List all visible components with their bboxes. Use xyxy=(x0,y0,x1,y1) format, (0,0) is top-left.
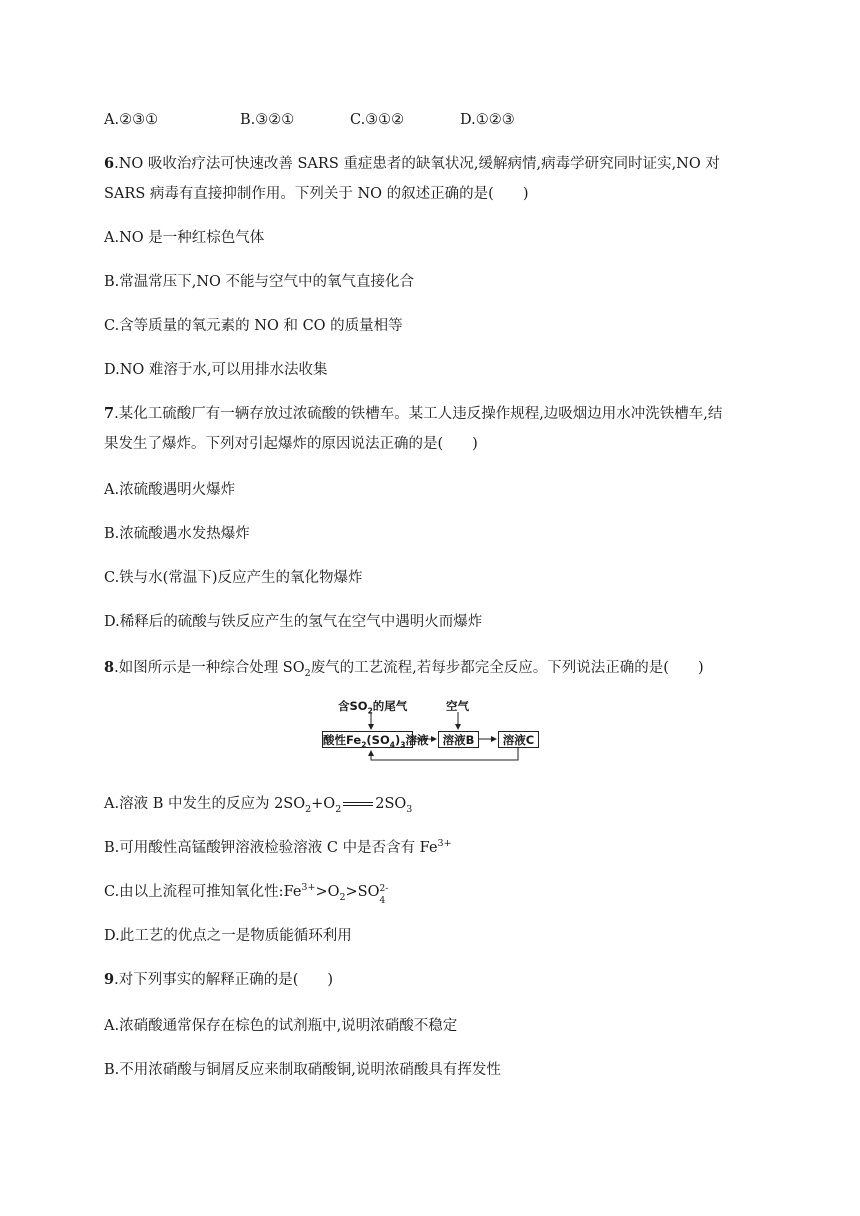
box-fe2so43-solution xyxy=(322,731,429,750)
q6-option-a: A.NO 是一种红棕色气体 xyxy=(104,230,265,246)
q9-stem xyxy=(104,970,333,990)
q7-option-d: D.稀释后的硫酸与铁反应产生的氢气在空气中遇明火而爆炸 xyxy=(104,614,483,630)
q8-number: 8 xyxy=(104,659,115,676)
q8-stem-sub: 2 xyxy=(304,667,311,679)
q8-option-a xyxy=(104,794,412,814)
input-label-pre: 含SO xyxy=(338,699,368,713)
q8-c-pre: C.由以上流程可推知氧化性:Fe xyxy=(104,884,302,900)
box1-sub1: 2 xyxy=(361,740,367,750)
sulfate-ion-charges xyxy=(379,882,394,906)
sulfate-ion-sub: 4 xyxy=(379,896,386,906)
box1-sub3: 3 xyxy=(400,740,406,750)
box1-sub2: 4 xyxy=(389,740,395,750)
q7-stem-text1: .某化工硫酸厂有一辆存放过浓硫酸的铁槽车。某工人违反操作规程,边吸烟边用水冲洗铁槽车,结 xyxy=(114,406,723,422)
q7-option-c: C.铁与水(常温下)反应产生的氧化物爆炸 xyxy=(104,570,363,586)
input-label-post: 的尾气 xyxy=(372,699,408,713)
q6-stem-text1: .NO 吸收治疗法可快速改善 SARS 重症患者的缺氧状况,缓解病情,病毒学研究同时证实,NO 对 xyxy=(114,156,720,172)
q9-option-a: A.浓硝酸通常保存在棕色的试剂瓶中,说明浓硝酸不稳定 xyxy=(104,1018,458,1034)
q8-a-sub1: 2 xyxy=(305,803,312,815)
q8-a-pre: A.溶液 B 中发生的反应为 2SO xyxy=(104,796,306,812)
q9-option-b: B.不用浓硝酸与铜屑反应来制取硝酸铜,说明浓硝酸具有挥发性 xyxy=(104,1062,501,1078)
q6-stem-line1 xyxy=(104,154,720,174)
q8-a-post: 2SO xyxy=(375,796,407,812)
box1-mid2: ) xyxy=(394,733,401,747)
q8-c-sub: 2 xyxy=(339,891,346,903)
q6-option-d: D.NO 难溶于水,可以用排水法收集 xyxy=(104,362,328,378)
box1-post: 溶液 xyxy=(405,733,429,747)
q5-option-a: A.②③① xyxy=(104,112,159,128)
box1-pre: 酸性Fe xyxy=(323,733,362,747)
q8-a-sub2: 2 xyxy=(335,803,342,815)
q5-option-b: B.③②① xyxy=(240,112,295,128)
q8-c-sup: 3+ xyxy=(301,882,316,894)
q6-option-b: B.常温常压下,NO 不能与空气中的氧气直接化合 xyxy=(104,274,415,290)
equals-sign xyxy=(341,794,375,814)
box1-mid: (SO xyxy=(366,733,390,747)
q7-stem-line1 xyxy=(104,404,722,424)
q5-options xyxy=(104,110,724,130)
q7-option-a: A.浓硫酸遇明火爆炸 xyxy=(104,482,236,498)
q5-option-c: C.③①② xyxy=(350,112,405,128)
q9-number: 9 xyxy=(104,971,115,988)
q6-option-c: C.含等质量的氧元素的 NO 和 CO 的质量相等 xyxy=(104,318,403,334)
q8-stem xyxy=(104,658,704,678)
q7-number: 7 xyxy=(104,405,115,422)
q7-stem-line2: 果发生了爆炸。下列对引起爆炸的原因说法正确的是( ) xyxy=(104,436,478,452)
process-flow-diagram xyxy=(318,698,548,768)
q8-c-mid: >O xyxy=(315,884,340,900)
q5-option-d: D.①②③ xyxy=(460,112,515,128)
air-label: 空气 xyxy=(446,699,469,713)
q8-c-mid2: >SO xyxy=(345,884,380,900)
q7-option-b: B.浓硫酸遇水发热爆炸 xyxy=(104,526,250,542)
q8-b-sup: 3+ xyxy=(437,838,452,850)
q6-number: 6 xyxy=(104,155,115,172)
q8-stem-post: 废气的工艺流程,若每步都完全反应。下列说法正确的是( ) xyxy=(310,660,704,676)
q8-option-b xyxy=(104,838,452,858)
input-label xyxy=(338,698,407,714)
sulfate-ion-sup: 2- xyxy=(379,884,389,894)
q8-option-c xyxy=(104,882,394,906)
recycle-arrow xyxy=(371,748,518,760)
input-label-sub: 2 xyxy=(367,706,373,716)
q9-stem-text: .对下列事实的解释正确的是( ) xyxy=(114,972,334,988)
q8-b-pre: B.可用酸性高锰酸钾溶液检验溶液 C 中是否含有 Fe xyxy=(104,840,438,856)
q8-option-d: D.此工艺的优点之一是物质能循环利用 xyxy=(104,928,352,944)
box-solution-c: 溶液C xyxy=(498,731,539,748)
q8-a-sub3: 3 xyxy=(406,803,413,815)
q8-stem-pre: .如图所示是一种综合处理 SO xyxy=(114,660,305,676)
box-solution-b: 溶液B xyxy=(438,731,479,748)
q8-a-mid: +O xyxy=(311,796,336,812)
q6-stem-line2: SARS 病毒有直接抑制作用。下列关于 NO 的叙述正确的是( ) xyxy=(104,186,529,202)
